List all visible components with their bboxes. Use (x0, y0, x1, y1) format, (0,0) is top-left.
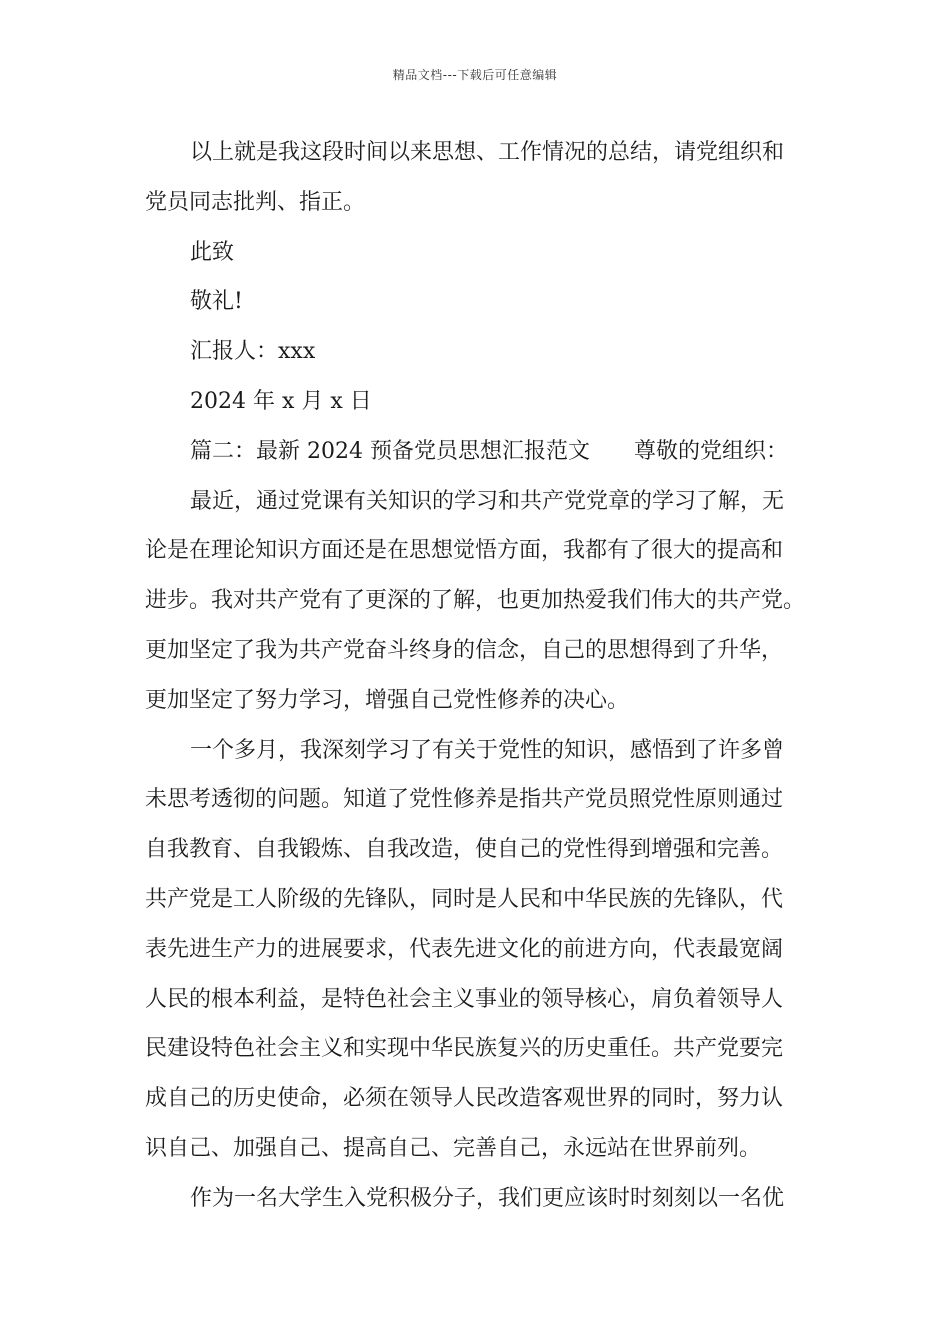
text-line: 进步。我对共产党有了更深的了解，也更加热爱我们伟大的共产党。 (145, 588, 806, 614)
document-body (145, 128, 810, 1224)
text-line: 更加坚定了我为共产党奋斗终身的信念，自己的思想得到了升华， (145, 637, 784, 663)
text-line: 汇报人：xxx (190, 339, 316, 365)
text-line: 论是在理论知识方面还是在思想觉悟方面，我都有了很大的提高和 (145, 538, 784, 564)
text-line: 自我教育、自我锻炼、自我改造，使自己的党性得到增强和完善。 (145, 837, 784, 863)
text-line: 敬礼! (190, 289, 243, 315)
text-line: 2024 年 x 月 x 日 (190, 388, 372, 414)
text-line: 未思考透彻的问题。知道了党性修养是指共产党员照党性原则通过 (145, 787, 784, 813)
text-line: 以上就是我这段时间以来思想、工作情况的总结，请党组织和 (190, 140, 785, 165)
text-line: 成自己的历史使命，必须在领导人民改造客观世界的同时，努力认 (145, 1086, 784, 1112)
text-line: 共产党是工人阶级的先锋队，同时是人民和中华民族的先锋队，代 (145, 886, 784, 912)
text-line: 党员同志批判、指正。 (145, 189, 366, 215)
page-header: 精品文档---下载后可任意编辑 (392, 68, 558, 82)
text-line: 最近，通过党课有关知识的学习和共产党党章的学习了解，无 (190, 488, 785, 514)
text-line: 人民的根本利益，是特色社会主义事业的领导核心，肩负着领导人 (145, 986, 784, 1012)
text-line: 此致 (190, 239, 235, 265)
text-line: 识自己、加强自己、提高自己、完善自己，永远站在世界前列。 (145, 1135, 762, 1161)
text-line: 表先进生产力的进展要求，代表先进文化的前进方向，代表最宽阔 (145, 936, 784, 962)
text-line: 更加坚定了努力学习，增强自己党性修养的决心。 (145, 687, 630, 713)
text-line: 一个多月，我深刻学习了有关于党性的知识，感悟到了许多曾 (190, 737, 785, 763)
text-line: 作为一名大学生入党积极分子，我们更应该时时刻刻以一名优 (190, 1185, 785, 1211)
text-line: 民建设特色社会主义和实现中华民族复兴的历史重任。共产党要完 (145, 1036, 784, 1062)
text-line: 篇二：最新 2024 预备党员思想汇报范文 尊敬的党组织： (190, 438, 788, 464)
